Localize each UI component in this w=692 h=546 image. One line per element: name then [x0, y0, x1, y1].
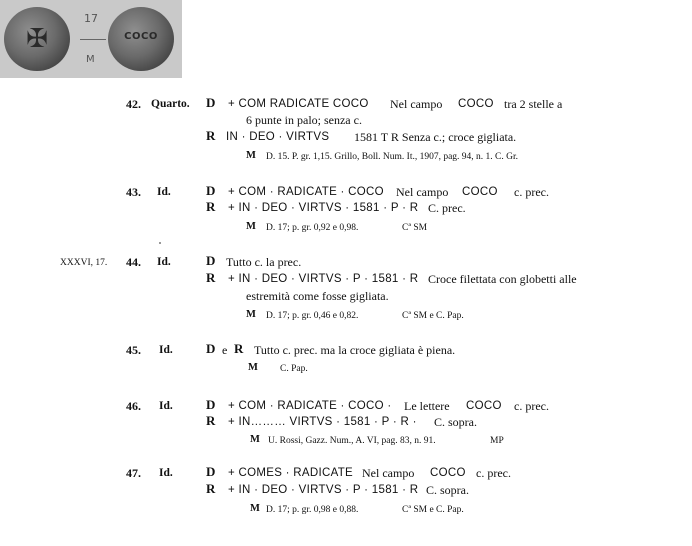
entry-denomination: Id. — [159, 344, 173, 356]
description: C. sopra. — [434, 415, 477, 429]
separator-dot — [159, 242, 161, 244]
reverse-legend: + IN……… VIRTVS · 1581 · P · R · — [228, 416, 417, 428]
field-legend: COCO — [462, 186, 498, 198]
collection: Cª SM e C. Pap. — [402, 505, 464, 515]
description: Nel campo — [390, 97, 443, 111]
entry-number: 46. — [126, 399, 141, 413]
collection: Cª SM e C. Pap. — [402, 311, 464, 321]
obverse-legend: + COM · RADICATE · COCO · — [228, 400, 392, 412]
plate-number: 17 — [84, 12, 98, 25]
plate-letter: M — [86, 54, 95, 65]
obverse-sigil: D — [206, 183, 216, 198]
entry-denomination: Id. — [159, 400, 173, 412]
entry-number: 42. — [126, 97, 141, 111]
description: 1581 T R Senza c.; croce gigliata. — [354, 130, 517, 144]
entry-denomination: Id. — [159, 467, 173, 479]
metal-mark: M — [250, 503, 260, 514]
reverse-sigil: R — [234, 341, 244, 356]
entry-number: 44. — [126, 255, 141, 269]
metal-mark: M — [246, 309, 256, 320]
description-cont: c. prec. — [514, 399, 549, 413]
entry-denomination: Id. — [157, 186, 171, 198]
reference: D. 17; p. gr. 0,92 e 0,98. — [266, 223, 359, 233]
collection: Cª SM — [402, 223, 428, 233]
metal-mark: M — [250, 434, 260, 445]
reference: D. 15. P. gr. 1,15. Grillo, Boll. Num. It., 1907, pag. 94, n. 1. C. Gr. — [266, 152, 519, 162]
description: Le lettere — [404, 399, 450, 413]
metal-mark: M — [248, 362, 258, 373]
description: C. prec. — [428, 201, 466, 215]
entry-number: 47. — [126, 466, 141, 480]
reverse-legend: + IN · DEO · VIRTVS · P · 1581 · R — [228, 484, 419, 496]
plate-reference: XXXVI, 17. — [60, 258, 108, 268]
cross-icon: ✠ — [26, 24, 48, 54]
obverse-sigil: D — [206, 397, 216, 412]
description: Croce filettata con globetti alle — [428, 272, 577, 286]
reference: D. 17; p. gr. 0,98 e 0,88. — [266, 505, 359, 515]
description-cont: c. prec. — [514, 185, 549, 199]
entry-denomination: Id. — [157, 256, 171, 268]
obverse-sigil: D — [206, 95, 216, 110]
coin-photo — [0, 0, 182, 78]
reference: U. Rossi, Gazz. Num., A. VI, pag. 83, n. 91. — [268, 436, 436, 446]
description-line: estremità come fosse gigliata. — [246, 289, 389, 303]
description-cont: tra 2 stelle a — [504, 97, 563, 111]
obverse-sigil: D — [206, 341, 216, 356]
field-legend: COCO — [430, 467, 466, 479]
reverse-sigil: R — [206, 413, 216, 428]
entry-number: 45. — [126, 343, 141, 357]
obverse-sigil: D — [206, 253, 216, 268]
description: Nel campo — [362, 466, 415, 480]
field-legend: COCO — [458, 98, 494, 110]
obverse-sigil: D — [206, 464, 216, 479]
description: Tutto c. prec. ma la croce gigliata è piena. — [254, 343, 456, 357]
reference: C. Pap. — [280, 364, 308, 374]
reverse-legend: + IN · DEO · VIRTVS · 1581 · P · R — [228, 202, 419, 214]
description: Nel campo — [396, 185, 449, 199]
metal-mark: M — [246, 221, 256, 232]
obverse-legend: + COM · RADICATE · COCO — [228, 186, 384, 198]
entry-denomination: Quarto. — [151, 98, 190, 110]
obverse-legend: + COMES · RADICATE — [228, 467, 353, 479]
collection: MP — [490, 436, 504, 446]
coin-reverse — [108, 7, 174, 71]
plate-divider — [80, 39, 106, 40]
reverse-sigil: R — [206, 270, 216, 285]
entry-number: 43. — [126, 185, 141, 199]
reverse-legend: + IN · DEO · VIRTVS · P · 1581 · R — [228, 273, 419, 285]
reference: D. 17; p. gr. 0,46 e 0,82. — [266, 311, 359, 321]
reverse-sigil: R — [206, 128, 216, 143]
field-legend: COCO — [466, 400, 502, 412]
conjunction: e — [222, 343, 228, 357]
obverse-legend: + COM RADICATE COCO — [228, 98, 369, 110]
description: C. sopra. — [426, 483, 469, 497]
description-cont: c. prec. — [476, 466, 511, 480]
reverse-sigil: R — [206, 481, 216, 496]
metal-mark: M — [246, 150, 256, 161]
reverse-sigil: R — [206, 199, 216, 214]
coin-obverse — [4, 7, 70, 71]
reverse-legend: IN · DEO · VIRTVS — [226, 131, 330, 143]
description-line: 6 punte in palo; senza c. — [246, 113, 362, 127]
coin-reverse-legend: COCO — [124, 31, 158, 42]
description: Tutto c. la prec. — [226, 255, 302, 269]
